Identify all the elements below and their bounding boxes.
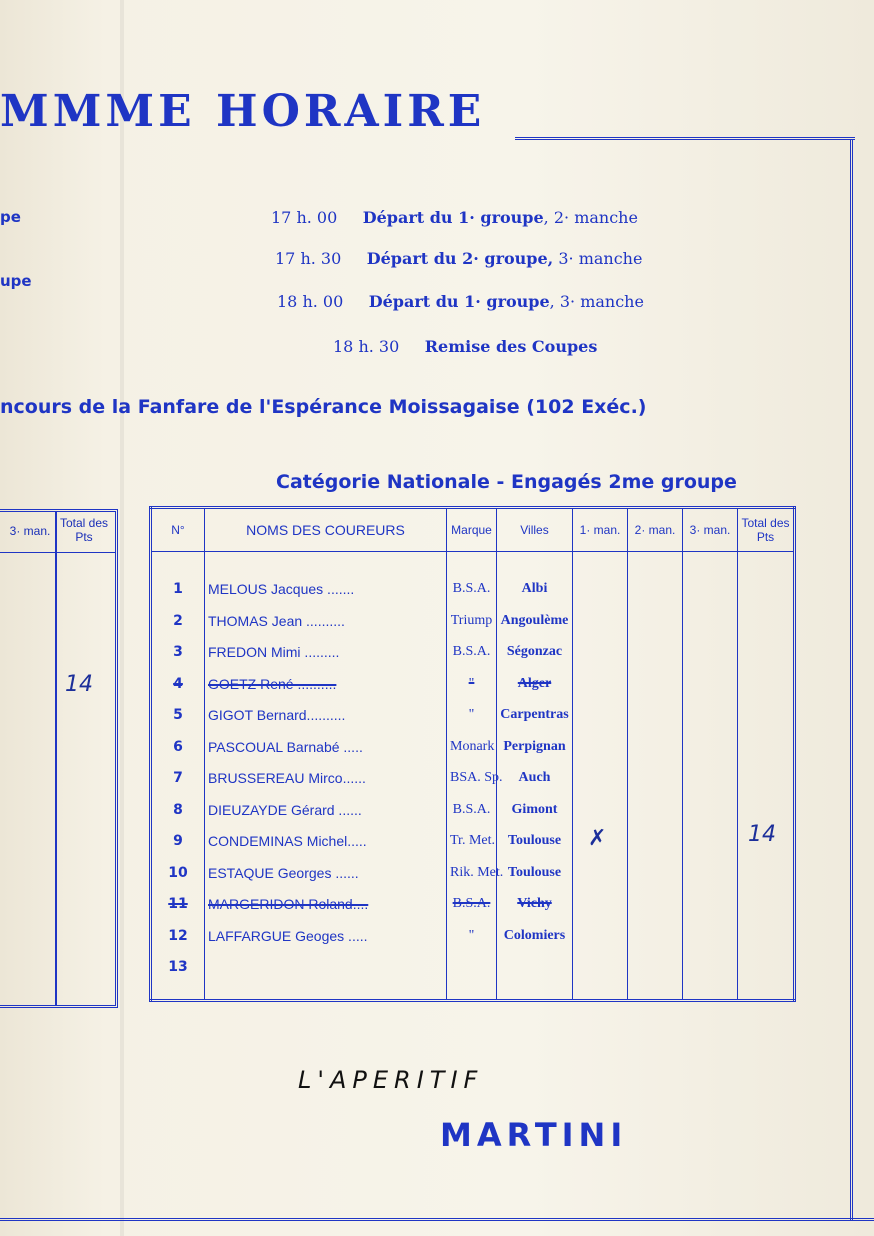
rider-number: 5 <box>151 700 205 732</box>
rider-name: DIEUZAYDE Gérard ...... <box>205 794 447 826</box>
riders-table <box>149 506 796 1002</box>
man1-cell <box>573 731 628 763</box>
total-cell <box>738 857 795 889</box>
rider-brand: Rik. Met. <box>447 857 497 889</box>
total-cell <box>738 574 795 606</box>
rider-brand: B.S.A. <box>447 889 497 921</box>
rider-city: Toulouse <box>497 857 573 889</box>
schedule-time: 17 h. 00 <box>271 208 338 227</box>
table-bottom-spacer <box>151 983 795 1001</box>
man1-cell <box>573 857 628 889</box>
total-cell <box>738 763 795 795</box>
rider-name: FREDON Mimi ......... <box>205 637 447 669</box>
rider-name: LAFFARGUE Geoges ..... <box>205 920 447 952</box>
man3-cell <box>683 889 738 921</box>
table-row <box>151 574 795 606</box>
rider-brand: " <box>447 700 497 732</box>
total-cell <box>738 952 795 984</box>
rider-brand: Tr. Met. <box>447 826 497 858</box>
schedule-time: 18 h. 30 <box>333 337 400 356</box>
rider-number: 4 <box>151 668 205 700</box>
man2-cell <box>628 763 683 795</box>
total-cell <box>738 700 795 732</box>
col-header-man3: 3· man. <box>683 508 738 552</box>
rider-number: 13 <box>151 952 205 984</box>
rider-name <box>205 952 447 984</box>
man3-cell <box>683 826 738 858</box>
rider-name: MARGERIDON Roland.... <box>205 889 447 921</box>
col-header-num: N° <box>151 508 205 552</box>
rider-city: Albi <box>497 574 573 606</box>
rider-name: CONDEMINAS Michel..... <box>205 826 447 858</box>
man2-cell <box>628 668 683 700</box>
rider-city: Toulouse <box>497 826 573 858</box>
man2-cell <box>628 731 683 763</box>
table-row <box>151 731 795 763</box>
table-row <box>151 794 795 826</box>
rider-city: Perpignan <box>497 731 573 763</box>
left-fragment-1: pe <box>0 208 21 226</box>
man2-cell <box>628 637 683 669</box>
man3-cell <box>683 637 738 669</box>
man1-cell <box>573 889 628 921</box>
man3-cell <box>683 668 738 700</box>
schedule-row-2 <box>275 249 642 268</box>
rider-number: 12 <box>151 920 205 952</box>
total-cell <box>738 637 795 669</box>
man1-cell <box>573 952 628 984</box>
rider-name: MELOUS Jacques ....... <box>205 574 447 606</box>
table-row <box>151 763 795 795</box>
col-header-marque: Marque <box>447 508 497 552</box>
left-results-table <box>0 509 118 1008</box>
schedule-detail: , 3· manche <box>549 292 644 311</box>
rider-city: Alger <box>497 668 573 700</box>
right-border <box>850 140 853 1220</box>
col-header-total: Total des Pts <box>738 508 795 552</box>
man2-cell <box>628 857 683 889</box>
left-handwritten-score: 14 <box>65 672 93 697</box>
man2-cell <box>628 605 683 637</box>
rider-number: 11 <box>151 889 205 921</box>
fanfare-line: ncours de la Fanfare de l'Espérance Moissagaise (102 Exéc.) <box>0 396 647 418</box>
table-header-row <box>151 508 795 552</box>
total-cell <box>738 605 795 637</box>
table-row <box>151 668 795 700</box>
rider-brand <box>447 952 497 984</box>
schedule-row-3 <box>277 292 644 311</box>
table-row <box>151 605 795 637</box>
rider-city: Auch <box>497 763 573 795</box>
bottom-border <box>0 1218 874 1227</box>
man1-cell <box>573 574 628 606</box>
table-row <box>151 889 795 921</box>
schedule-event: Départ du 2· groupe, <box>366 249 554 268</box>
page-fold <box>120 0 124 1236</box>
man1-cell <box>573 763 628 795</box>
rider-city: Angoulème <box>497 605 573 637</box>
rider-number: 8 <box>151 794 205 826</box>
title-fragment: MMME <box>0 86 196 137</box>
rider-brand: Triump <box>447 605 497 637</box>
man1-cell <box>573 794 628 826</box>
rider-brand: Monark <box>447 731 497 763</box>
schedule-detail: 3· manche <box>553 249 643 268</box>
rider-brand: B.S.A. <box>447 637 497 669</box>
man2-cell <box>628 700 683 732</box>
rider-city: Carpentras <box>497 700 573 732</box>
rider-number: 1 <box>151 574 205 606</box>
man2-cell <box>628 574 683 606</box>
rider-brand: BSA. Sp. <box>447 763 497 795</box>
schedule-row-1 <box>271 208 638 227</box>
man2-cell <box>628 826 683 858</box>
man3-cell <box>683 605 738 637</box>
schedule-event: Remise des Coupes <box>424 337 598 356</box>
man3-cell <box>683 794 738 826</box>
man3-cell <box>683 763 738 795</box>
table-top-spacer <box>151 552 795 574</box>
total-cell <box>738 889 795 921</box>
table-row <box>151 857 795 889</box>
col-header-ville: Villes <box>497 508 573 552</box>
total-cell <box>738 920 795 952</box>
table-row <box>151 952 795 984</box>
rider-name: BRUSSEREAU Mirco...... <box>205 763 447 795</box>
page-title: HORAIRE <box>216 86 486 137</box>
rider-number: 2 <box>151 605 205 637</box>
table-row <box>151 826 795 858</box>
rider-brand: " <box>447 920 497 952</box>
man2-cell <box>628 952 683 984</box>
rider-number: 9 <box>151 826 205 858</box>
category-heading: Catégorie Nationale - Engagés 2me groupe <box>276 471 737 493</box>
man2-cell <box>628 920 683 952</box>
rider-name: THOMAS Jean .......... <box>205 605 447 637</box>
rider-number: 3 <box>151 637 205 669</box>
handwritten-total-score: 14 <box>748 822 776 847</box>
rider-name: GOETZ René .......... <box>205 668 447 700</box>
total-cell <box>738 668 795 700</box>
man3-cell <box>683 952 738 984</box>
schedule-detail: , 2· manche <box>543 208 638 227</box>
rider-city: Colomiers <box>497 920 573 952</box>
ad-martini: MARTINI <box>440 1116 628 1154</box>
schedule-event: Départ du 1· groupe <box>368 292 550 311</box>
man3-cell <box>683 920 738 952</box>
rider-brand: B.S.A. <box>447 574 497 606</box>
man3-cell <box>683 857 738 889</box>
man1-cell <box>573 668 628 700</box>
man2-cell <box>628 889 683 921</box>
table-row <box>151 700 795 732</box>
rider-brand: B.S.A. <box>447 794 497 826</box>
rider-city <box>497 952 573 984</box>
rider-name: PASCOUAL Barnabé ..... <box>205 731 447 763</box>
man3-cell <box>683 700 738 732</box>
man2-cell <box>628 794 683 826</box>
total-cell <box>738 731 795 763</box>
schedule-event: Départ du 1· groupe <box>362 208 544 227</box>
col-header-name: NOMS DES COUREURS <box>205 508 447 552</box>
rider-number: 6 <box>151 731 205 763</box>
man1-cell <box>573 605 628 637</box>
col-header-man1: 1· man. <box>573 508 628 552</box>
left-col-header-total: Total des Pts <box>59 516 109 544</box>
title-underline <box>515 137 855 140</box>
man1-cell <box>573 637 628 669</box>
left-table-divider <box>55 512 57 1005</box>
rider-brand: " <box>447 668 497 700</box>
man1-cell <box>573 700 628 732</box>
left-col-header-3man: 3· man. <box>9 524 51 538</box>
rider-city: Vichy <box>497 889 573 921</box>
rider-name: ESTAQUE Georges ...... <box>205 857 447 889</box>
schedule-row-4 <box>333 337 597 356</box>
schedule-time: 17 h. 30 <box>275 249 342 268</box>
rider-city: Ségonzac <box>497 637 573 669</box>
table-row <box>151 920 795 952</box>
rider-number: 7 <box>151 763 205 795</box>
col-header-man2: 2· man. <box>628 508 683 552</box>
left-fragment-2: upe <box>0 272 32 290</box>
ad-aperitif: L'APERITIF <box>298 1066 484 1094</box>
table-row <box>151 637 795 669</box>
rider-name: GIGOT Bernard.......... <box>205 700 447 732</box>
total-cell <box>738 794 795 826</box>
man1-cell <box>573 920 628 952</box>
rider-number: 10 <box>151 857 205 889</box>
handwritten-mark: ✗ <box>588 826 607 851</box>
rider-city: Gimont <box>497 794 573 826</box>
man3-cell <box>683 731 738 763</box>
man3-cell <box>683 574 738 606</box>
schedule-time: 18 h. 00 <box>277 292 344 311</box>
